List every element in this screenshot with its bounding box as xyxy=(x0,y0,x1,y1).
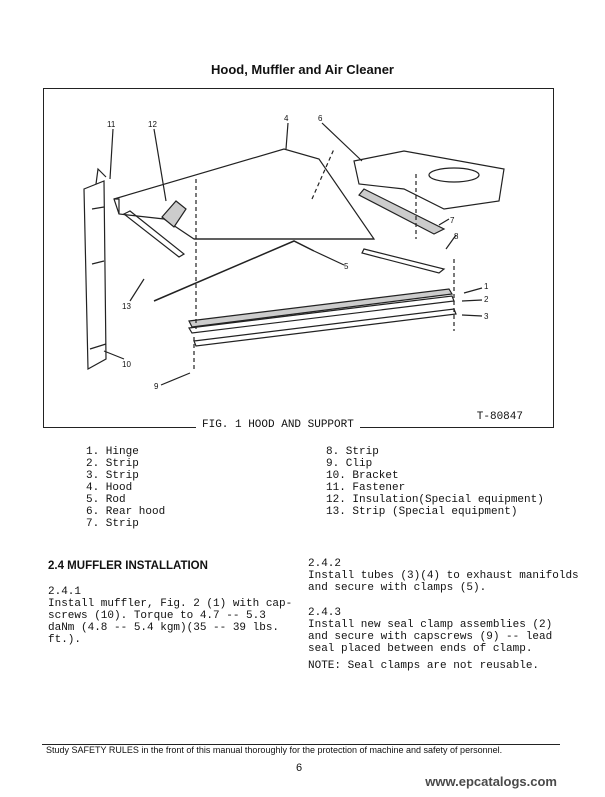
parts-list-item: 6. Rear hood xyxy=(86,506,166,518)
callout-10: 10 xyxy=(122,360,131,369)
para-2-4-3-text: Install new seal clamp assemblies (2) and secure with capscrews (9) -- lead seal placed between ends of clamp. xyxy=(308,619,553,655)
parts-list-item: 5. Rod xyxy=(86,494,126,506)
parts-list-item: 9. Clip xyxy=(326,458,373,470)
callout-6: 6 xyxy=(318,114,323,123)
bracket-part xyxy=(84,181,106,369)
figure-hood-and-support xyxy=(43,88,554,428)
para-2-4-1-number: 2.4.1 xyxy=(48,586,82,598)
callout-7: 7 xyxy=(450,216,455,225)
note-text: NOTE: Seal clamps are not reusable. xyxy=(308,660,540,672)
callout-5: 5 xyxy=(344,262,349,271)
insulation-part xyxy=(162,201,186,227)
para-2-4-2-number: 2.4.2 xyxy=(308,558,342,570)
parts-list-item: 13. Strip (Special equipment) xyxy=(326,506,518,518)
callout-9: 9 xyxy=(154,382,159,391)
rod-part xyxy=(154,241,314,301)
parts-list-item: 7. Strip xyxy=(86,518,139,530)
parts-list-item: 4. Hood xyxy=(86,482,133,494)
parts-list-right xyxy=(326,446,544,518)
figure-t-number: T-80847 xyxy=(476,411,523,423)
parts-list-item: 8. Strip xyxy=(326,446,379,458)
callout-11: 11 xyxy=(107,120,116,129)
callout-1: 1 xyxy=(484,282,489,291)
figure-caption: FIG. 1 HOOD AND SUPPORT xyxy=(196,419,360,431)
para-2-4-3-number: 2.4.3 xyxy=(308,607,342,619)
para-2-4-1-text: Install muffler, Fig. 2 (1) with cap- screws (10). Torque to 4.7 -- 5.3 daNm (4.8 -- 5.4 kgm)(35 -- 39 lbs. ft.). xyxy=(48,598,293,646)
para-2-4-2-text: Install tubes (3)(4) to exhaust manifolds and secure with clamps (5). xyxy=(308,570,579,594)
callout-4: 4 xyxy=(284,114,289,123)
callout-12: 12 xyxy=(148,120,157,129)
callout-13: 13 xyxy=(122,302,131,311)
parts-list-item: 12. Insulation(Special equipment) xyxy=(326,494,544,506)
page-title: Hood, Muffler and Air Cleaner xyxy=(211,62,394,77)
parts-list-item: 3. Strip xyxy=(86,470,139,482)
parts-list-item: 11. Fastener xyxy=(326,482,406,494)
parts-list-item: 1. Hinge xyxy=(86,446,139,458)
callout-3: 3 xyxy=(484,312,489,321)
watermark-link[interactable]: www.epcatalogs.com xyxy=(425,774,557,789)
page-number: 6 xyxy=(296,762,303,774)
parts-list-item: 10. Bracket xyxy=(326,470,399,482)
strip-2-part xyxy=(189,296,454,333)
strip-7-part xyxy=(359,189,444,234)
parts-list-item: 2. Strip xyxy=(86,458,139,470)
section-heading: 2.4 MUFFLER INSTALLATION xyxy=(48,560,208,572)
footer-safety-text: Study SAFETY RULES in the front of this manual thoroughly for the protection of machine and safety of personnel. xyxy=(46,745,503,755)
hood-diagram xyxy=(44,89,552,426)
hood-part xyxy=(114,149,374,239)
strip-1-part xyxy=(189,289,452,327)
rear-hood-opening xyxy=(429,168,479,182)
callout-2: 2 xyxy=(484,295,489,304)
parts-list-left xyxy=(86,446,165,530)
strip-8-part xyxy=(362,249,444,273)
callout-8: 8 xyxy=(454,232,459,241)
